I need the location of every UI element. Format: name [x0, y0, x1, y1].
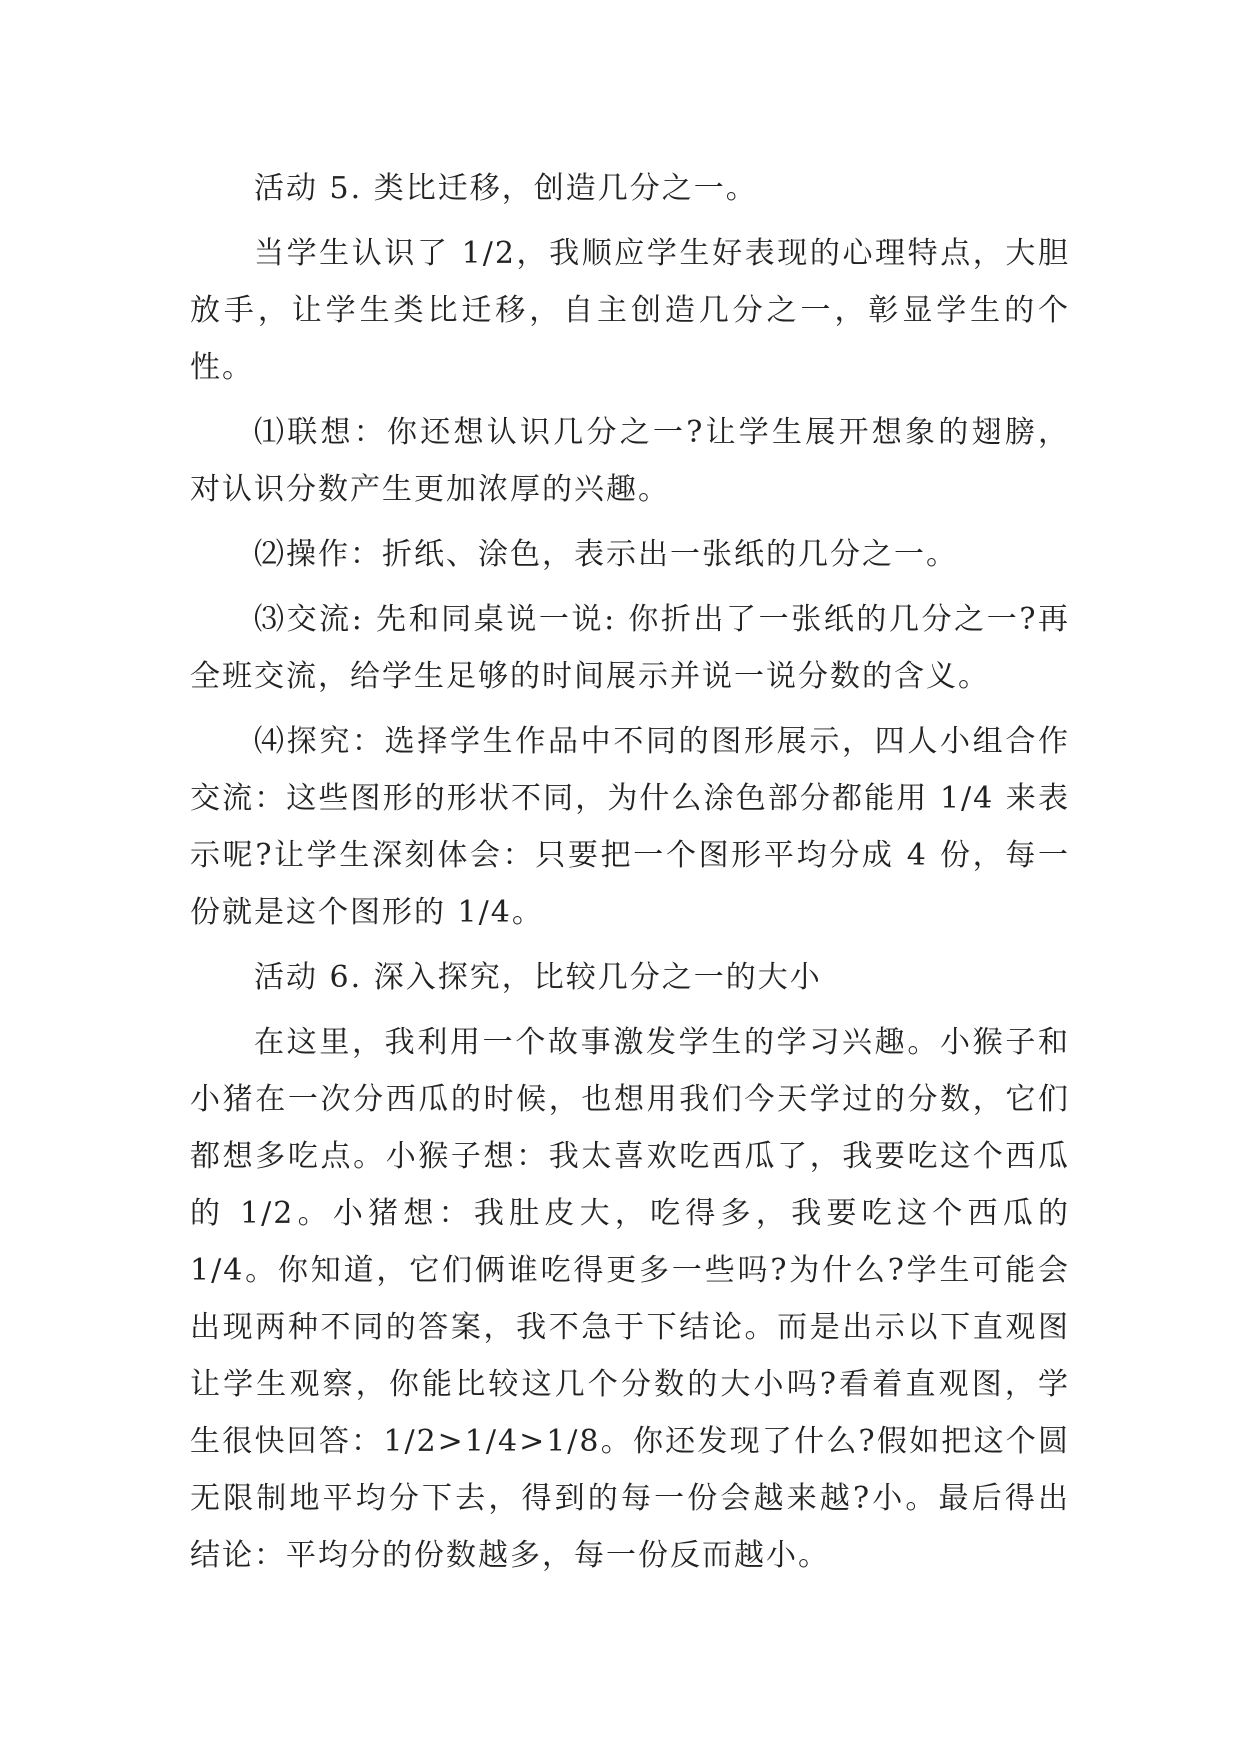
paragraph-activity-5-heading: 活动 5. 类比迁移，创造几分之一。 [254, 171, 758, 206]
paragraph-explore: ⑷探究：选择学生作品中不同的图形展示，四人小组合作交流：这些图形的形状不同，为什么涂色部分都能用 1/4 来表示呢?让学生深刻体会：只要把一个图形平均分成 4 份，每一份就是这个图形的 1/4。 [190, 724, 1070, 930]
paragraph-intro: 当学生认识了 1/2，我顺应学生好表现的心理特点，大胆放手，让学生类比迁移，自主创造几分之一，彰显学生的个性。 [190, 236, 1070, 385]
paragraph-activity-6-heading: 活动 6. 深入探究，比较几分之一的大小 [254, 960, 822, 995]
paragraph-communicate: ⑶交流: 先和同桌说一说: 你折出了一张纸的几分之一?再全班交流，给学生足够的时间展示并说一说分数的含义。 [190, 602, 1070, 694]
document-body [190, 160, 1070, 1592]
paragraph-operate: ⑵操作：折纸、涂色，表示出一张纸的几分之一。 [254, 537, 958, 572]
paragraph-story: 在这里，我利用一个故事激发学生的学习兴趣。小猴子和小猪在一次分西瓜的时候，也想用我们今天学过的分数，它们都想多吃点。小猴子想：我太喜欢吃西瓜了，我要吃这个西瓜的 1/2。小猪想：我肚皮大，吃得多，我要吃这个西瓜的 1/4。你知道，它们俩谁吃得更多一些吗?为什么?学生可能会出现两种不同的答案，我不急于下结论。而是出示以下直观图让学生观察，你能比较这几个分数的大小吗?看着直观图，学生很快回答：1/2>1/4>1/8。你还发现了什么?假如把这个圆无限制地平均分下去，得到的每一份会越来越?小。最后得出结论：平均分的份数越多，每一份反而越小。 [190, 1025, 1070, 1573]
paragraph-associate: ⑴联想：你还想认识几分之一?让学生展开想象的翅膀，对认识分数产生更加浓厚的兴趣。 [190, 415, 1070, 507]
